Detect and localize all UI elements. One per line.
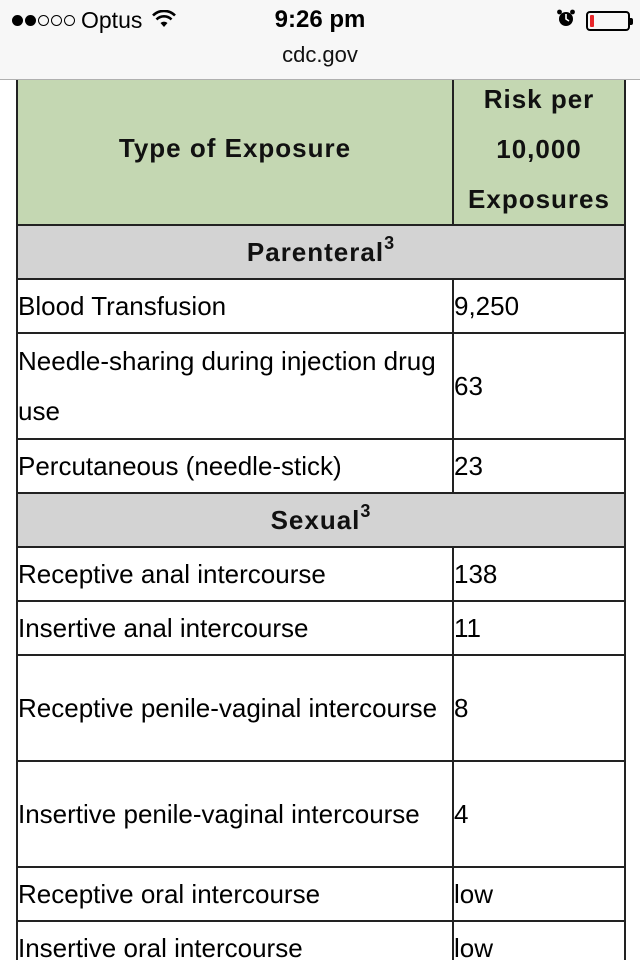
table-row [17, 867, 625, 921]
risk-value-cell: low [453, 921, 625, 960]
risk-value-cell: 63 [453, 333, 625, 439]
risk-value-cell: low [453, 867, 625, 921]
status-bar [0, 0, 640, 40]
section-title-text: Sexual [270, 504, 361, 535]
battery-icon [586, 11, 630, 31]
alarm-clock-icon [556, 8, 576, 33]
section-title [17, 493, 625, 547]
table-row [17, 547, 625, 601]
header-risk-per-10000 [453, 80, 625, 225]
table-row [17, 439, 625, 493]
battery-level [590, 15, 594, 27]
table-row [17, 761, 625, 867]
risk-value-cell: 23 [453, 439, 625, 493]
exposure-cell: Needle-sharing during injection drug use [17, 333, 453, 439]
header-type-of-exposure: Type of Exposure [17, 80, 453, 225]
exposure-cell: Insertive oral intercourse [17, 921, 453, 960]
section-header-row [17, 493, 625, 547]
hiv-risk-table [16, 80, 626, 960]
table-row [17, 921, 625, 960]
exposure-cell: Insertive penile-vaginal intercourse [17, 761, 453, 867]
exposure-cell: Percutaneous (needle-stick) [17, 439, 453, 493]
exposure-cell: Insertive anal intercourse [17, 601, 453, 655]
risk-value-cell: 9,250 [453, 279, 625, 333]
header-risk-line-1: Risk per [483, 84, 595, 114]
table-row [17, 333, 625, 439]
header-risk-line-3: Exposures [468, 184, 610, 214]
exposure-cell: Receptive oral intercourse [17, 867, 453, 921]
exposure-cell: Receptive anal intercourse [17, 547, 453, 601]
table-row [17, 655, 625, 761]
table-row [17, 601, 625, 655]
risk-value-cell: 4 [453, 761, 625, 867]
footnote-marker[interactable]: 3 [384, 232, 396, 253]
exposure-cell: Receptive penile-vaginal intercourse [17, 655, 453, 761]
page-content[interactable] [0, 80, 640, 960]
header-risk-line-2: 10,000 [496, 134, 582, 164]
risk-value-cell: 11 [453, 601, 625, 655]
clock: 9:26 pm [274, 6, 366, 33]
risk-value-cell: 8 [453, 655, 625, 761]
risk-value-cell: 138 [453, 547, 625, 601]
section-title-text: Parenteral [246, 236, 385, 267]
table-row [17, 279, 625, 333]
section-header-row [17, 225, 625, 279]
url-text[interactable]: cdc.gov [282, 42, 358, 67]
carrier-name: Optus [81, 7, 143, 33]
exposure-cell: Blood Transfusion [17, 279, 453, 333]
footnote-marker[interactable]: 3 [360, 500, 372, 521]
address-bar[interactable] [0, 40, 640, 80]
table-header-row [17, 80, 625, 225]
section-title [17, 225, 625, 279]
